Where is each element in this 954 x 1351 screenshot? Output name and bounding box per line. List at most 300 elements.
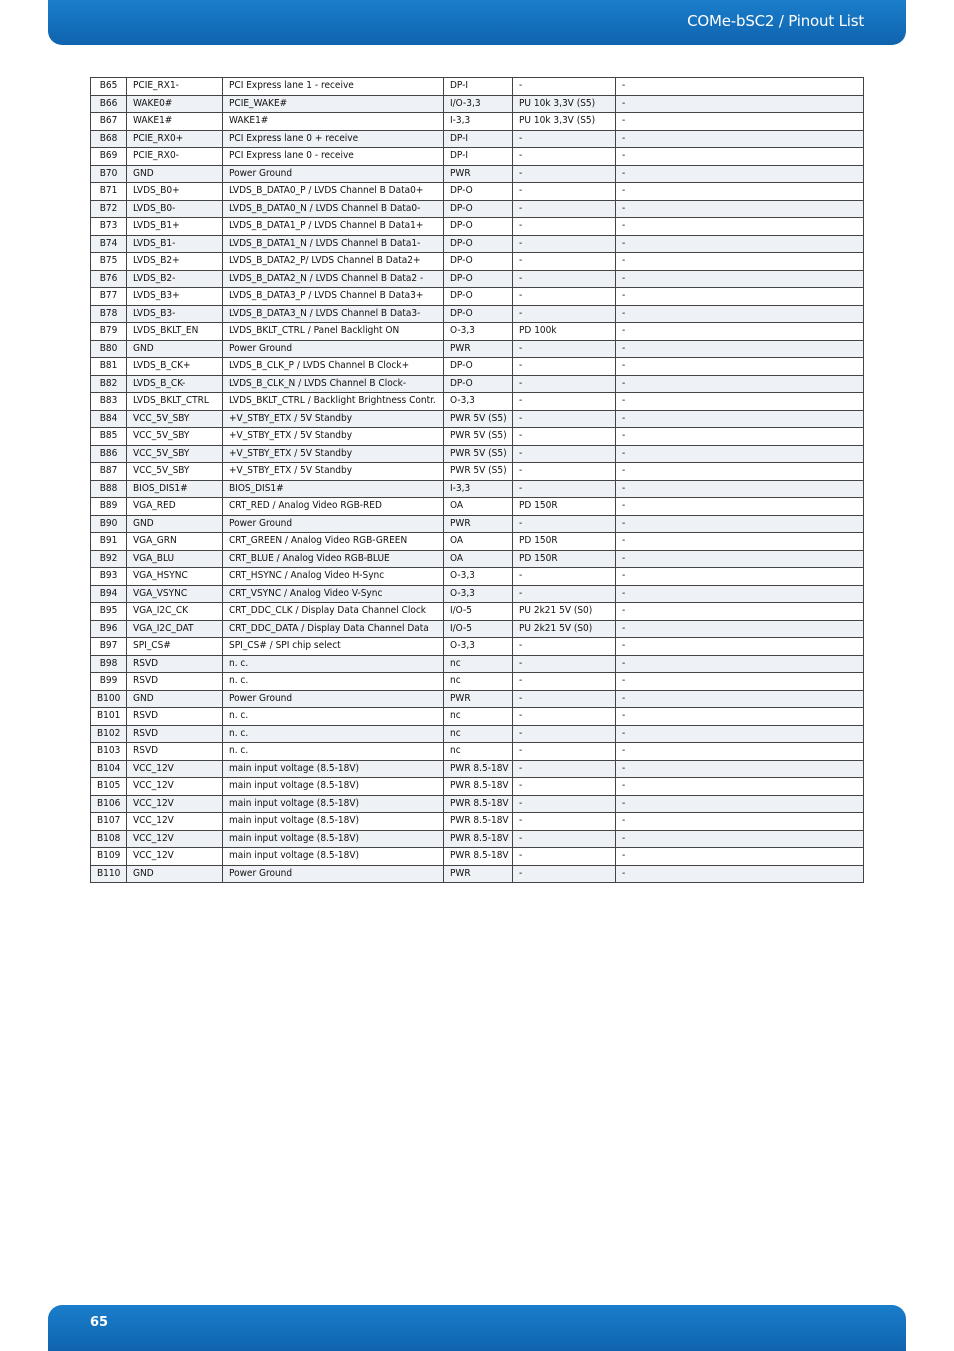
description-cell: LVDS_B_CLK_P / LVDS Channel B Clock+ <box>223 358 444 376</box>
table-row <box>91 235 864 253</box>
description-cell: CRT_HSYNC / Analog Video H-Sync <box>223 568 444 586</box>
termination-cell: PU 10k 3,3V (S5) <box>513 95 616 113</box>
signal-cell: VCC_12V <box>127 830 223 848</box>
pin-number-cell: B81 <box>91 358 127 376</box>
table-row <box>91 690 864 708</box>
comment-cell: - <box>616 550 864 568</box>
signal-cell: PCIE_RX0+ <box>127 130 223 148</box>
table-row <box>91 393 864 411</box>
termination-cell: - <box>513 305 616 323</box>
pin-number-cell: B107 <box>91 813 127 831</box>
type-cell: DP-O <box>444 200 513 218</box>
pin-number-cell: B83 <box>91 393 127 411</box>
termination-cell: - <box>513 183 616 201</box>
description-cell: Power Ground <box>223 515 444 533</box>
signal-cell: VGA_I2C_DAT <box>127 620 223 638</box>
comment-cell: - <box>616 78 864 96</box>
table-row <box>91 585 864 603</box>
description-cell: SPI_CS# / SPI chip select <box>223 638 444 656</box>
pin-number-cell: B71 <box>91 183 127 201</box>
table-row <box>91 165 864 183</box>
table-row <box>91 533 864 551</box>
description-cell: +V_STBY_ETX / 5V Standby <box>223 410 444 428</box>
pin-number-cell: B86 <box>91 445 127 463</box>
termination-cell: - <box>513 393 616 411</box>
signal-cell: GND <box>127 690 223 708</box>
comment-cell: - <box>616 340 864 358</box>
type-cell: nc <box>444 725 513 743</box>
termination-cell: - <box>513 410 616 428</box>
pin-number-cell: B89 <box>91 498 127 516</box>
table-row <box>91 620 864 638</box>
description-cell: LVDS_B_DATA3_N / LVDS Channel B Data3- <box>223 305 444 323</box>
pin-number-cell: B99 <box>91 673 127 691</box>
table-row <box>91 760 864 778</box>
comment-cell: - <box>616 690 864 708</box>
signal-cell: LVDS_B0- <box>127 200 223 218</box>
table-row <box>91 498 864 516</box>
termination-cell: - <box>513 235 616 253</box>
pin-number-cell: B108 <box>91 830 127 848</box>
signal-cell: LVDS_BKLT_CTRL <box>127 393 223 411</box>
table-row <box>91 568 864 586</box>
type-cell: nc <box>444 743 513 761</box>
comment-cell: - <box>616 795 864 813</box>
pin-number-cell: B104 <box>91 760 127 778</box>
table-row <box>91 655 864 673</box>
description-cell: main input voltage (8.5-18V) <box>223 795 444 813</box>
description-cell: CRT_VSYNC / Analog Video V-Sync <box>223 585 444 603</box>
table-row <box>91 358 864 376</box>
comment-cell: - <box>616 183 864 201</box>
type-cell: DP-O <box>444 375 513 393</box>
type-cell: PWR 5V (S5) <box>444 445 513 463</box>
table-row <box>91 725 864 743</box>
pin-number-cell: B76 <box>91 270 127 288</box>
pinout-table <box>90 77 864 883</box>
description-cell: CRT_DDC_CLK / Display Data Channel Clock <box>223 603 444 621</box>
pin-number-cell: B95 <box>91 603 127 621</box>
signal-cell: LVDS_B3+ <box>127 288 223 306</box>
termination-cell: PU 10k 3,3V (S5) <box>513 113 616 131</box>
termination-cell: - <box>513 288 616 306</box>
type-cell: OA <box>444 498 513 516</box>
comment-cell: - <box>616 358 864 376</box>
comment-cell: - <box>616 410 864 428</box>
termination-cell: PU 2k21 5V (S0) <box>513 603 616 621</box>
pin-number-cell: B82 <box>91 375 127 393</box>
termination-cell: PD 100k <box>513 323 616 341</box>
table-row <box>91 848 864 866</box>
pin-number-cell: B69 <box>91 148 127 166</box>
signal-cell: VCC_5V_SBY <box>127 428 223 446</box>
type-cell: DP-O <box>444 270 513 288</box>
comment-cell: - <box>616 568 864 586</box>
table-row <box>91 673 864 691</box>
comment-cell: - <box>616 463 864 481</box>
type-cell: PWR 8.5-18V <box>444 813 513 831</box>
comment-cell: - <box>616 130 864 148</box>
comment-cell: - <box>616 200 864 218</box>
table-row <box>91 183 864 201</box>
comment-cell: - <box>616 725 864 743</box>
table-row <box>91 428 864 446</box>
signal-cell: PCIE_RX0- <box>127 148 223 166</box>
type-cell: OA <box>444 533 513 551</box>
table-row <box>91 795 864 813</box>
signal-cell: LVDS_B_CK- <box>127 375 223 393</box>
termination-cell: - <box>513 130 616 148</box>
comment-cell: - <box>616 673 864 691</box>
type-cell: PWR 5V (S5) <box>444 463 513 481</box>
pin-number-cell: B90 <box>91 515 127 533</box>
description-cell: n. c. <box>223 655 444 673</box>
description-cell: main input voltage (8.5-18V) <box>223 848 444 866</box>
signal-cell: VCC_12V <box>127 848 223 866</box>
description-cell: main input voltage (8.5-18V) <box>223 830 444 848</box>
description-cell: Power Ground <box>223 865 444 883</box>
termination-cell: - <box>513 795 616 813</box>
comment-cell: - <box>616 253 864 271</box>
type-cell: nc <box>444 673 513 691</box>
comment-cell: - <box>616 393 864 411</box>
pin-number-cell: B96 <box>91 620 127 638</box>
table-row <box>91 515 864 533</box>
type-cell: DP-O <box>444 183 513 201</box>
signal-cell: LVDS_B2+ <box>127 253 223 271</box>
signal-cell: RSVD <box>127 725 223 743</box>
signal-cell: RSVD <box>127 655 223 673</box>
termination-cell: - <box>513 445 616 463</box>
description-cell: LVDS_B_DATA3_P / LVDS Channel B Data3+ <box>223 288 444 306</box>
pin-number-cell: B67 <box>91 113 127 131</box>
signal-cell: GND <box>127 340 223 358</box>
comment-cell: - <box>616 603 864 621</box>
pin-number-cell: B72 <box>91 200 127 218</box>
signal-cell: RSVD <box>127 743 223 761</box>
pin-number-cell: B102 <box>91 725 127 743</box>
signal-cell: GND <box>127 865 223 883</box>
termination-cell: - <box>513 690 616 708</box>
comment-cell: - <box>616 638 864 656</box>
table-row <box>91 743 864 761</box>
termination-cell: - <box>513 270 616 288</box>
signal-cell: VGA_HSYNC <box>127 568 223 586</box>
pin-number-cell: B79 <box>91 323 127 341</box>
pin-number-cell: B92 <box>91 550 127 568</box>
signal-cell: LVDS_BKLT_EN <box>127 323 223 341</box>
header-bar <box>48 0 906 45</box>
description-cell: +V_STBY_ETX / 5V Standby <box>223 463 444 481</box>
termination-cell: - <box>513 725 616 743</box>
signal-cell: VCC_12V <box>127 813 223 831</box>
description-cell: LVDS_B_DATA2_P/ LVDS Channel B Data2+ <box>223 253 444 271</box>
description-cell: PCI Express lane 1 - receive <box>223 78 444 96</box>
description-cell: LVDS_B_DATA2_N / LVDS Channel B Data2 - <box>223 270 444 288</box>
table-row <box>91 218 864 236</box>
table-row <box>91 130 864 148</box>
type-cell: DP-O <box>444 218 513 236</box>
table-row <box>91 463 864 481</box>
table-row <box>91 305 864 323</box>
type-cell: I/O-3,3 <box>444 95 513 113</box>
signal-cell: RSVD <box>127 673 223 691</box>
comment-cell: - <box>616 165 864 183</box>
type-cell: DP-O <box>444 305 513 323</box>
termination-cell: - <box>513 585 616 603</box>
signal-cell: LVDS_B_CK+ <box>127 358 223 376</box>
pin-number-cell: B105 <box>91 778 127 796</box>
signal-cell: VGA_BLU <box>127 550 223 568</box>
table-row <box>91 95 864 113</box>
comment-cell: - <box>616 620 864 638</box>
table-row <box>91 813 864 831</box>
comment-cell: - <box>616 743 864 761</box>
signal-cell: VGA_RED <box>127 498 223 516</box>
termination-cell: - <box>513 743 616 761</box>
termination-cell: - <box>513 463 616 481</box>
termination-cell: - <box>513 708 616 726</box>
signal-cell: LVDS_B2- <box>127 270 223 288</box>
description-cell: n. c. <box>223 725 444 743</box>
pin-number-cell: B68 <box>91 130 127 148</box>
pin-number-cell: B110 <box>91 865 127 883</box>
type-cell: PWR <box>444 865 513 883</box>
description-cell: WAKE1# <box>223 113 444 131</box>
type-cell: O-3,3 <box>444 568 513 586</box>
description-cell: LVDS_B_DATA1_N / LVDS Channel B Data1- <box>223 235 444 253</box>
comment-cell: - <box>616 533 864 551</box>
pin-number-cell: B98 <box>91 655 127 673</box>
type-cell: PWR 5V (S5) <box>444 428 513 446</box>
termination-cell: - <box>513 340 616 358</box>
comment-cell: - <box>616 218 864 236</box>
termination-cell: - <box>513 253 616 271</box>
type-cell: PWR 8.5-18V <box>444 795 513 813</box>
comment-cell: - <box>616 498 864 516</box>
termination-cell: - <box>513 760 616 778</box>
table-row <box>91 148 864 166</box>
signal-cell: WAKE0# <box>127 95 223 113</box>
signal-cell: PCIE_RX1- <box>127 78 223 96</box>
pin-number-cell: B75 <box>91 253 127 271</box>
type-cell: PWR <box>444 340 513 358</box>
comment-cell: - <box>616 270 864 288</box>
signal-cell: VGA_GRN <box>127 533 223 551</box>
description-cell: +V_STBY_ETX / 5V Standby <box>223 428 444 446</box>
comment-cell: - <box>616 830 864 848</box>
signal-cell: VGA_VSYNC <box>127 585 223 603</box>
termination-cell: PU 2k21 5V (S0) <box>513 620 616 638</box>
description-cell: BIOS_DIS1# <box>223 480 444 498</box>
pin-number-cell: B91 <box>91 533 127 551</box>
type-cell: DP-O <box>444 253 513 271</box>
description-cell: CRT_GREEN / Analog Video RGB-GREEN <box>223 533 444 551</box>
comment-cell: - <box>616 323 864 341</box>
type-cell: nc <box>444 655 513 673</box>
comment-cell: - <box>616 288 864 306</box>
type-cell: PWR 8.5-18V <box>444 760 513 778</box>
type-cell: I/O-5 <box>444 603 513 621</box>
pin-number-cell: B87 <box>91 463 127 481</box>
pin-number-cell: B77 <box>91 288 127 306</box>
description-cell: LVDS_BKLT_CTRL / Backlight Brightness Contr. <box>223 393 444 411</box>
table-row <box>91 778 864 796</box>
signal-cell: VCC_12V <box>127 795 223 813</box>
type-cell: PWR 5V (S5) <box>444 410 513 428</box>
termination-cell: - <box>513 200 616 218</box>
termination-cell: PD 150R <box>513 533 616 551</box>
termination-cell: - <box>513 375 616 393</box>
table-row <box>91 323 864 341</box>
comment-cell: - <box>616 778 864 796</box>
type-cell: DP-I <box>444 130 513 148</box>
signal-cell: GND <box>127 165 223 183</box>
pin-number-cell: B70 <box>91 165 127 183</box>
type-cell: DP-I <box>444 148 513 166</box>
type-cell: PWR <box>444 515 513 533</box>
pin-number-cell: B66 <box>91 95 127 113</box>
description-cell: LVDS_B_DATA1_P / LVDS Channel B Data1+ <box>223 218 444 236</box>
type-cell: DP-O <box>444 288 513 306</box>
type-cell: nc <box>444 708 513 726</box>
table-row <box>91 340 864 358</box>
table-row <box>91 708 864 726</box>
termination-cell: - <box>513 638 616 656</box>
description-cell: LVDS_B_CLK_N / LVDS Channel B Clock- <box>223 375 444 393</box>
comment-cell: - <box>616 428 864 446</box>
type-cell: PWR 8.5-18V <box>444 778 513 796</box>
signal-cell: VGA_I2C_CK <box>127 603 223 621</box>
page-number: 65 <box>90 1315 109 1330</box>
termination-cell: - <box>513 480 616 498</box>
pin-number-cell: B97 <box>91 638 127 656</box>
pin-number-cell: B109 <box>91 848 127 866</box>
signal-cell: LVDS_B3- <box>127 305 223 323</box>
comment-cell: - <box>616 515 864 533</box>
comment-cell: - <box>616 813 864 831</box>
description-cell: +V_STBY_ETX / 5V Standby <box>223 445 444 463</box>
table-row <box>91 480 864 498</box>
pin-number-cell: B65 <box>91 78 127 96</box>
signal-cell: LVDS_B1+ <box>127 218 223 236</box>
comment-cell: - <box>616 760 864 778</box>
type-cell: PWR 8.5-18V <box>444 848 513 866</box>
comment-cell: - <box>616 235 864 253</box>
table-row <box>91 550 864 568</box>
pin-number-cell: B78 <box>91 305 127 323</box>
termination-cell: - <box>513 830 616 848</box>
termination-cell: PD 150R <box>513 550 616 568</box>
description-cell: LVDS_B_DATA0_N / LVDS Channel B Data0- <box>223 200 444 218</box>
pin-number-cell: B84 <box>91 410 127 428</box>
type-cell: PWR <box>444 165 513 183</box>
signal-cell: VCC_12V <box>127 778 223 796</box>
pin-number-cell: B94 <box>91 585 127 603</box>
table-row <box>91 410 864 428</box>
table-row <box>91 200 864 218</box>
comment-cell: - <box>616 305 864 323</box>
termination-cell: - <box>513 655 616 673</box>
description-cell: CRT_RED / Analog Video RGB-RED <box>223 498 444 516</box>
type-cell: O-3,3 <box>444 393 513 411</box>
table-row <box>91 375 864 393</box>
comment-cell: - <box>616 585 864 603</box>
comment-cell: - <box>616 865 864 883</box>
pin-number-cell: B85 <box>91 428 127 446</box>
table-row <box>91 288 864 306</box>
pin-number-cell: B100 <box>91 690 127 708</box>
description-cell: n. c. <box>223 743 444 761</box>
termination-cell: - <box>513 428 616 446</box>
document-title: COMe-bSC2 / Pinout List <box>687 12 864 30</box>
termination-cell: - <box>513 78 616 96</box>
table-row <box>91 445 864 463</box>
comment-cell: - <box>616 848 864 866</box>
termination-cell: - <box>513 515 616 533</box>
description-cell: main input voltage (8.5-18V) <box>223 760 444 778</box>
termination-cell: - <box>513 148 616 166</box>
comment-cell: - <box>616 480 864 498</box>
comment-cell: - <box>616 445 864 463</box>
type-cell: O-3,3 <box>444 323 513 341</box>
comment-cell: - <box>616 95 864 113</box>
table-row <box>91 865 864 883</box>
type-cell: PWR 8.5-18V <box>444 830 513 848</box>
pin-number-cell: B106 <box>91 795 127 813</box>
description-cell: CRT_DDC_DATA / Display Data Channel Data <box>223 620 444 638</box>
table-row <box>91 830 864 848</box>
description-cell: Power Ground <box>223 165 444 183</box>
comment-cell: - <box>616 655 864 673</box>
description-cell: Power Ground <box>223 340 444 358</box>
type-cell: O-3,3 <box>444 638 513 656</box>
termination-cell: - <box>513 568 616 586</box>
pinout-table-body <box>91 78 864 883</box>
signal-cell: GND <box>127 515 223 533</box>
table-row <box>91 603 864 621</box>
termination-cell: PD 150R <box>513 498 616 516</box>
pin-number-cell: B73 <box>91 218 127 236</box>
termination-cell: - <box>513 673 616 691</box>
comment-cell: - <box>616 708 864 726</box>
signal-cell: VCC_12V <box>127 760 223 778</box>
type-cell: O-3,3 <box>444 585 513 603</box>
description-cell: LVDS_BKLT_CTRL / Panel Backlight ON <box>223 323 444 341</box>
pin-number-cell: B80 <box>91 340 127 358</box>
comment-cell: - <box>616 375 864 393</box>
pin-number-cell: B88 <box>91 480 127 498</box>
description-cell: PCI Express lane 0 - receive <box>223 148 444 166</box>
type-cell: OA <box>444 550 513 568</box>
type-cell: I-3,3 <box>444 480 513 498</box>
table-row <box>91 638 864 656</box>
pin-number-cell: B74 <box>91 235 127 253</box>
table-row <box>91 270 864 288</box>
description-cell: PCIE_WAKE# <box>223 95 444 113</box>
termination-cell: - <box>513 165 616 183</box>
description-cell: n. c. <box>223 708 444 726</box>
signal-cell: LVDS_B0+ <box>127 183 223 201</box>
description-cell: n. c. <box>223 673 444 691</box>
type-cell: DP-O <box>444 235 513 253</box>
signal-cell: LVDS_B1- <box>127 235 223 253</box>
type-cell: I/O-5 <box>444 620 513 638</box>
type-cell: PWR <box>444 690 513 708</box>
type-cell: DP-O <box>444 358 513 376</box>
signal-cell: WAKE1# <box>127 113 223 131</box>
description-cell: main input voltage (8.5-18V) <box>223 813 444 831</box>
